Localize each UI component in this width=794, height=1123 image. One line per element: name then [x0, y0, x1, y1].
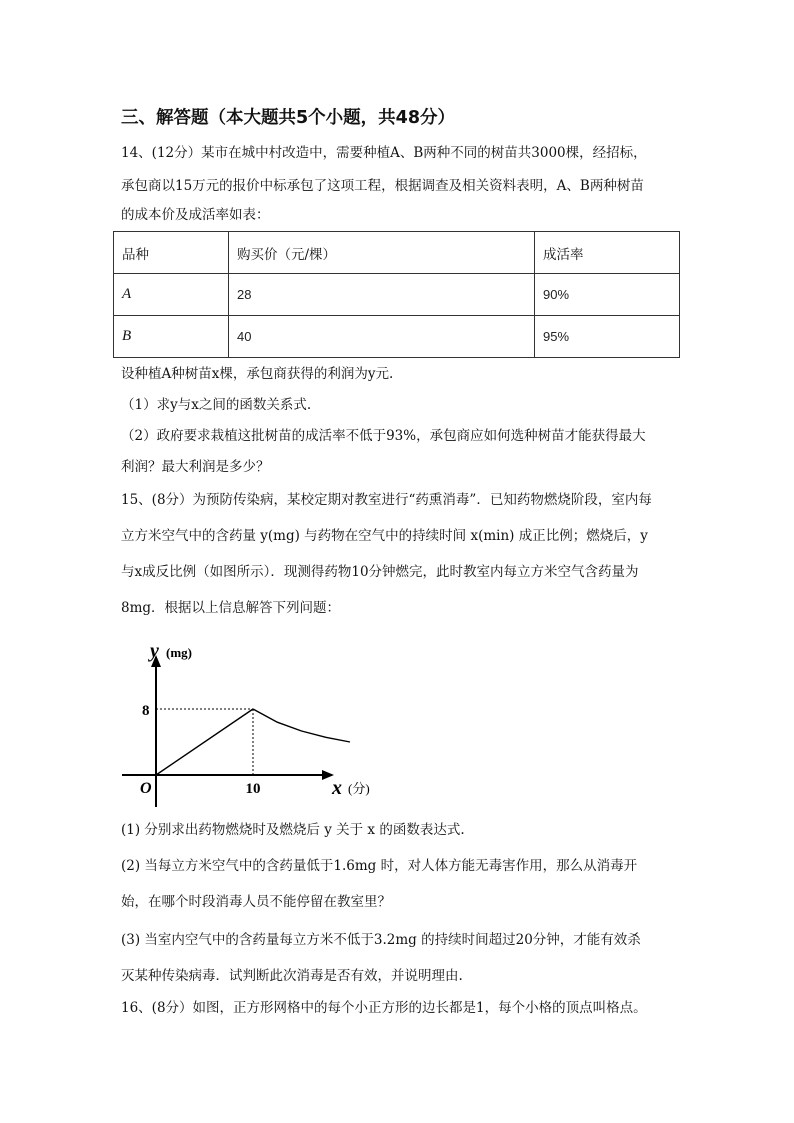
series-line-after: [253, 709, 350, 742]
y-axis-label: y: [150, 640, 159, 662]
q14-table: [113, 231, 680, 358]
table-header-cell: 品种: [114, 232, 229, 274]
table-cell: 28: [229, 274, 535, 316]
table-header-cell: 成活率: [535, 232, 680, 274]
table-header-cell: 购买价（元/棵）: [229, 232, 535, 274]
x-axis-label: x: [332, 777, 342, 799]
table-header-row: [114, 232, 680, 274]
q15-chart: [110, 635, 400, 820]
q16-line1: 16、(8分）如图，正方形网格中的每个小正方形的边长都是1，每个小格的顶点叫格点。: [121, 1000, 647, 1016]
q14-p2-line1: （2）政府要求栽植这批树苗的成活率不低于93%，承包商应如何选种树苗才能获得最大: [121, 428, 646, 444]
q15-line4: 8mg．根据以上信息解答下列问题：: [121, 600, 341, 616]
q14-p1: （1）求y与x之间的函数关系式.: [121, 397, 312, 413]
q15-p3-line2: 灭某种传染病毒．试判断此次消毒是否有效，并说明理由.: [121, 968, 463, 984]
table-row: [114, 316, 680, 358]
x-axis-unit: (分): [348, 781, 370, 796]
y-tick-label: 8: [142, 703, 150, 719]
q14-line2: 承包商以15万元的报价中标承包了这项工程，根据调查及相关资料表明，A、B两种树苗: [121, 178, 644, 194]
origin-label: O: [140, 780, 152, 797]
q14-line1: 14、(12分）某市在城中村改造中，需要种植A、B两种不同的树苗共3000棵，经招标，: [121, 145, 647, 161]
q14-p2-line2: 利润？最大利润是多少？: [121, 459, 270, 475]
section-title: 三、解答题（本大题共5个小题，共48分）: [121, 108, 456, 128]
x-tick-label: 10: [245, 781, 261, 797]
table-cell: A: [114, 274, 229, 316]
q15-p3-line1: (3) 当室内空气中的含药量每立方米不低于3.2mg 的持续时间超过20分钟，才能有效杀: [121, 932, 641, 948]
q15-line3: 与x成反比例（如图所示）．现测得药物10分钟燃完，此时教室内每立方米空气含药量为: [121, 564, 639, 580]
series-line-burning: [156, 709, 253, 775]
q15-line1: 15、(8分）为预防传染病，某校定期对教室进行“药熏消毒”．已知药物燃烧阶段，室内每: [121, 492, 652, 508]
q14-line3: 的成本价及成活率如表：: [121, 207, 270, 223]
q14-after: 设种植A种树苗x棵，承包商获得的利润为y元.: [121, 366, 394, 382]
table-cell: 90%: [535, 274, 680, 316]
table-row: [114, 274, 680, 316]
q15-line2: 立方米空气中的含药量 y(mg) 与药物在空气中的持续时间 x(min) 成正比例；燃烧后，y: [121, 528, 648, 544]
table-cell: 40: [229, 316, 535, 358]
q15-p2-line1: (2) 当每立方米空气中的含药量低于1.6mg 时，对人体方能无毒害作用，那么从消毒开: [121, 858, 638, 874]
q15-p1: (1) 分别求出药物燃烧时及燃烧后 y 关于 x 的函数表达式.: [121, 822, 465, 838]
q15-p2-line2: 始，在哪个时段消毒人员不能停留在教室里？: [121, 894, 391, 910]
table-cell: 95%: [535, 316, 680, 358]
y-axis-unit: (mg): [166, 645, 192, 660]
table-cell: B: [114, 316, 229, 358]
